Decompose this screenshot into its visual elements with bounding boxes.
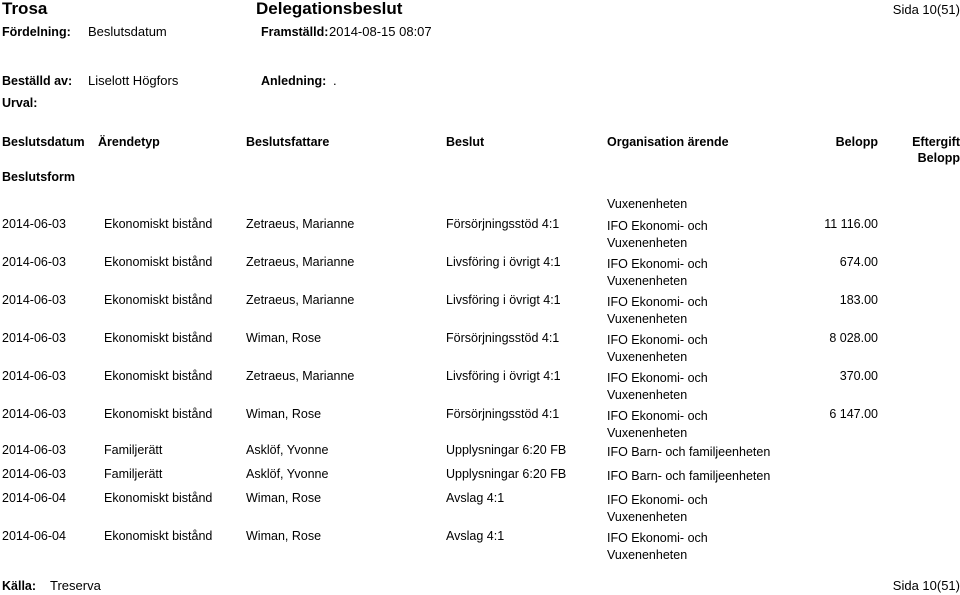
cell-date: 2014-06-03 [2,467,66,481]
cell-org-line1: IFO Barn- och familjeenheten [607,469,771,483]
cell-org-line1: IFO Ekonomi- och [607,493,708,507]
col-header-after1: Eftergift [912,135,960,149]
cell-decision: Upplysningar 6:20 FB [446,443,567,457]
cell-maker: Zetraeus, Marianne [246,293,355,307]
cell-org-line1: IFO Ekonomi- och [607,295,708,309]
col-header-decision: Beslut [446,135,485,149]
cell-amount: 370.00 [839,369,878,383]
cell-type: Ekonomiskt bistånd [104,293,213,307]
cell-date: 2014-06-03 [2,217,66,231]
cell-org-line1: IFO Ekonomi- och [607,371,708,385]
framstalld-label: Framställd: [261,25,329,39]
cell-type: Ekonomiskt bistånd [104,369,213,383]
fordelning-label: Fördelning: [2,25,71,39]
cell-org-line1: IFO Ekonomi- och [607,409,708,423]
col-header-type: Ärendetyp [98,135,160,149]
bestallt-label: Beställd av: [2,74,73,88]
cell-org-line2: Vuxenenheten [607,388,688,402]
cell-maker: Asklöf, Yvonne [246,443,329,457]
cell-maker: Wiman, Rose [246,529,322,543]
cell-org-line1: IFO Ekonomi- och [607,333,708,347]
framstalld-value: 2014-08-15 08:07 [329,24,432,39]
cell-date: 2014-06-04 [2,529,66,543]
cell-org-line2: Vuxenenheten [607,510,688,524]
col-header-amount: Belopp [835,135,878,149]
org-name: Trosa [2,0,48,18]
cell-type: Ekonomiskt bistånd [104,217,213,231]
cell-org-line2: Vuxenenheten [607,350,688,364]
cell-date: 2014-06-03 [2,369,66,383]
col-header-form: Beslutsform [2,170,75,184]
anledning-label: Anledning: [261,74,327,88]
bestallt-value: Liselott Högfors [88,73,179,88]
kalla-label: Källa: [2,579,37,593]
cell-type: Ekonomiskt bistånd [104,491,213,505]
cell-maker: Zetraeus, Marianne [246,255,355,269]
anledning-value: . [333,73,337,88]
cell-amount: 674.00 [839,255,878,269]
cell-date: 2014-06-03 [2,255,66,269]
cell-org-line1: IFO Barn- och familjeenheten [607,445,771,459]
carry-over-text: Vuxenenheten [607,197,688,211]
cell-date: 2014-06-03 [2,331,66,345]
cell-decision: Försörjningsstöd 4:1 [446,331,560,345]
cell-type: Ekonomiskt bistånd [104,331,213,345]
cell-decision: Livsföring i övrigt 4:1 [446,369,561,383]
cell-decision: Försörjningsstöd 4:1 [446,407,560,421]
cell-date: 2014-06-04 [2,491,66,505]
col-header-maker: Beslutsfattare [246,135,330,149]
cell-org-line1: IFO Ekonomi- och [607,257,708,271]
cell-date: 2014-06-03 [2,293,66,307]
cell-maker: Asklöf, Yvonne [246,467,329,481]
cell-maker: Wiman, Rose [246,331,322,345]
cell-org-line2: Vuxenenheten [607,548,688,562]
cell-type: Ekonomiskt bistånd [104,407,213,421]
cell-type: Familjerätt [104,467,163,481]
cell-decision: Avslag 4:1 [446,529,505,543]
cell-date: 2014-06-03 [2,443,66,457]
page-number: Sida 10(51) [892,2,960,17]
cell-date: 2014-06-03 [2,407,66,421]
cell-maker: Zetraeus, Marianne [246,369,355,383]
cell-amount: 6 147.00 [829,407,878,421]
report-title: Delegationsbeslut [256,0,403,18]
cell-amount: 183.00 [839,293,878,307]
cell-org-line2: Vuxenenheten [607,426,688,440]
cell-org-line2: Vuxenenheten [607,312,688,326]
cell-decision: Livsföring i övrigt 4:1 [446,293,561,307]
cell-org-line2: Vuxenenheten [607,274,688,288]
col-header-org: Organisation ärende [607,135,729,149]
cell-amount: 8 028.00 [829,331,878,345]
cell-type: Familjerätt [104,443,163,457]
cell-org-line2: Vuxenenheten [607,236,688,250]
cell-type: Ekonomiskt bistånd [104,529,213,543]
cell-maker: Wiman, Rose [246,407,322,421]
cell-decision: Livsföring i övrigt 4:1 [446,255,561,269]
footer-page-number: Sida 10(51) [892,578,960,593]
urval-label: Urval: [2,96,38,110]
cell-decision: Försörjningsstöd 4:1 [446,217,560,231]
cell-decision: Upplysningar 6:20 FB [446,467,567,481]
cell-org-line1: IFO Ekonomi- och [607,531,708,545]
cell-amount: 11 116.00 [824,217,878,231]
fordelning-value: Beslutsdatum [88,24,167,39]
cell-org-line1: IFO Ekonomi- och [607,219,708,233]
cell-type: Ekonomiskt bistånd [104,255,213,269]
col-header-date: Beslutsdatum [2,135,85,149]
kalla-value: Treserva [50,578,101,593]
col-header-after2: Belopp [917,151,960,165]
cell-decision: Avslag 4:1 [446,491,505,505]
cell-maker: Zetraeus, Marianne [246,217,355,231]
cell-maker: Wiman, Rose [246,491,322,505]
